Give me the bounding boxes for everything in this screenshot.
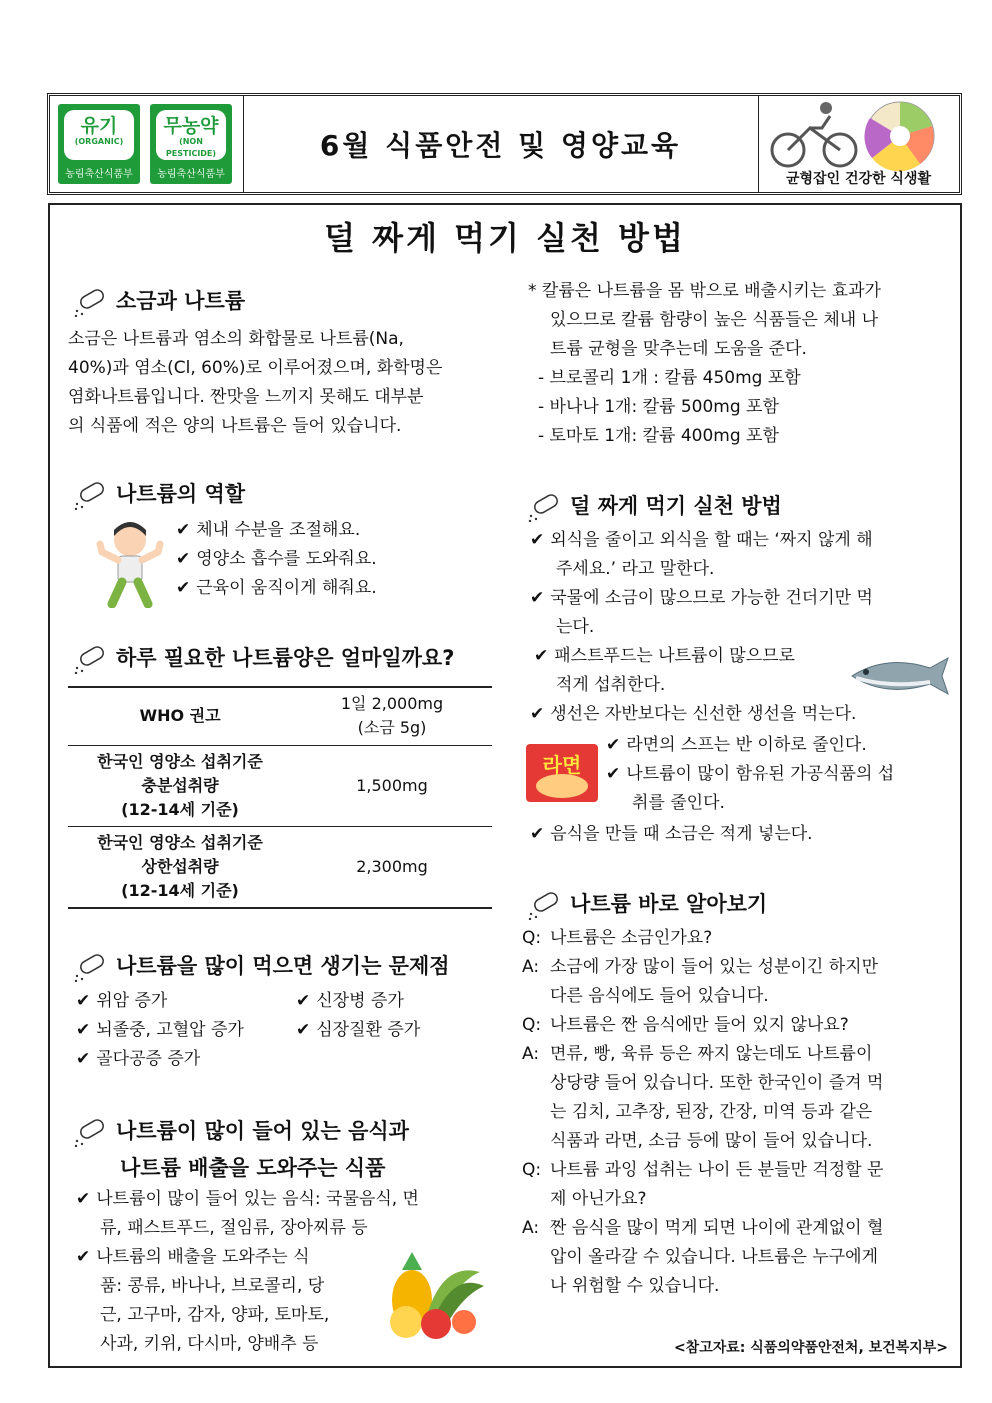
qa-line: 제 아닌가요? — [550, 1189, 647, 1209]
item-line — [530, 526, 950, 555]
qa-tag: A: — [522, 1218, 540, 1238]
item-text: 뇌졸중, 고혈압 증가 — [96, 1020, 244, 1040]
cell-line: 1,500mg — [356, 775, 428, 795]
sodium-excretion-foods-item — [76, 1243, 329, 1359]
check-icon: ✔ — [530, 588, 545, 608]
item-line — [530, 700, 950, 729]
heading-text: 덜 짜게 먹기 실천 방법 — [570, 494, 782, 518]
note-line: * 칼륨은 나트륨을 몸 밖으로 배출시키는 효과가 — [528, 281, 881, 301]
salt-shaker-icon — [72, 952, 108, 982]
item-text: 체내 수분을 조절해요. — [196, 520, 361, 540]
check-icon: ✔ — [76, 1049, 91, 1069]
item-text: 근육이 움직이게 해줘요. — [196, 578, 377, 598]
item-text: 위암 증가 — [96, 991, 168, 1011]
check-icon: ✔ — [296, 1020, 311, 1040]
item-line: 류, 패스트푸드, 절임류, 장아찌류 등 — [100, 1218, 368, 1238]
check-icon: ✔ — [176, 578, 191, 598]
non-pesticide-logo-ministry: 농림축산식품부 — [157, 169, 225, 180]
check-icon: ✔ — [76, 1247, 91, 1267]
potassium-item: - 바나나 1개: 칼륨 500mg 포함 — [538, 397, 779, 417]
section-heading-foods — [72, 1115, 409, 1147]
check-icon: ✔ — [296, 991, 311, 1011]
check-icon: ✔ — [534, 646, 549, 666]
item-text: 골다공증 증가 — [96, 1049, 201, 1069]
salt-shaker-icon — [526, 890, 562, 920]
salt-shaker-icon — [72, 287, 108, 317]
item-text: 신장병 증가 — [316, 991, 404, 1011]
header-title: 6월 식품안전 및 영양교육 — [243, 96, 759, 192]
organic-logo-korean: 유기 — [80, 115, 118, 137]
heading-text: 나트륨 바로 알아보기 — [570, 892, 768, 916]
qa-entry — [522, 1156, 948, 1214]
check-icon: ✔ — [76, 1020, 91, 1040]
check-icon: ✔ — [530, 824, 545, 844]
cell-line: 1일 2,000mg — [340, 694, 444, 714]
healthy-diet-badge — [758, 96, 959, 192]
salt-shaker-icon — [72, 644, 108, 674]
item-text: 심장질환 증가 — [316, 1020, 421, 1040]
table-cell-value — [292, 826, 492, 908]
table-cell-value — [292, 745, 492, 826]
item-text: 외식을 줄이고 외식을 할 때는 ‘짜지 않게 해 — [550, 530, 873, 550]
qa-tag: A: — [522, 1044, 540, 1064]
item-text: 생선은 자반보다는 신선한 생선을 먹는다. — [550, 704, 857, 724]
problem-item — [76, 1045, 200, 1074]
cell-line: (소금 5g) — [357, 718, 427, 738]
cell-line: 상한섭취량 — [141, 856, 219, 876]
daily-sodium-table — [68, 686, 492, 909]
qa-list — [522, 924, 948, 1301]
role-list — [176, 516, 377, 603]
reference-note: <참고자료: 식품의약품안전처, 보건복지부> — [673, 1340, 948, 1356]
salt-sodium-paragraph — [68, 325, 492, 441]
certification-logos — [50, 96, 244, 192]
section-heading-qa — [526, 888, 767, 920]
fruits-illustration — [384, 1252, 486, 1340]
item-line — [76, 1243, 329, 1272]
cell-line: 한국인 영양소 섭취기준 — [97, 751, 263, 771]
cell-line: WHO 권고 — [139, 706, 221, 726]
qa-tag: Q: — [522, 928, 542, 948]
item-text: 음식을 만들 때 소금은 적게 넣는다. — [550, 824, 813, 844]
badge-caption: 균형잡인 건강한 식생활 — [786, 171, 931, 187]
potassium-item: - 브로콜리 1개 : 칼륨 450mg 포함 — [538, 368, 801, 388]
item-line: 는다. — [556, 617, 595, 637]
table-row — [68, 745, 492, 826]
qa-line: 나트륨은 짠 음식에만 들어 있지 않나요? — [550, 1015, 849, 1035]
list-item — [176, 545, 377, 574]
salt-shaker-icon — [72, 480, 108, 510]
qa-line: 압이 올라갈 수 있습니다. 나트륨은 누구에게 — [550, 1247, 879, 1267]
non-pesticide-logo-korean: 무농약 — [163, 115, 219, 137]
qa-line: 다른 음식에도 들어 있습니다. — [550, 986, 769, 1006]
check-icon: ✔ — [76, 991, 91, 1011]
salt-shaker-icon — [72, 1117, 108, 1147]
potassium-note — [528, 277, 948, 451]
heading-text: 나트륨이 많이 들어 있는 음식과 — [116, 1119, 409, 1143]
heading-text: 소금과 나트륨 — [116, 289, 246, 313]
table-cell-value — [292, 687, 492, 745]
qa-entry — [522, 1040, 948, 1156]
item-text: 나트륨이 많이 들어 있는 음식: 국물음식, 면 — [96, 1189, 419, 1209]
non-pesticide-logo — [150, 104, 232, 184]
section-heading-role — [72, 478, 245, 510]
table-cell-label — [68, 745, 292, 826]
paragraph-line: 소금은 나트륨과 염소의 화합물로 나트륨(Na, — [68, 329, 404, 349]
qa-line: 면류, 빵, 육류 등은 짜지 않는데도 나트륨이 — [550, 1044, 873, 1064]
item-line — [76, 1185, 496, 1214]
heading-text: 나트륨을 많이 먹으면 생기는 문제점 — [116, 954, 450, 978]
problem-item — [296, 1016, 420, 1045]
heading-text: 나트륨의 역할 — [116, 482, 246, 506]
item-text: 국물에 소금이 많으므로 가능한 건더기만 먹 — [550, 588, 873, 608]
check-icon: ✔ — [530, 704, 545, 724]
section-heading-problems — [72, 950, 450, 982]
table-row — [68, 826, 492, 908]
item-text: 영양소 흡수를 도와줘요. — [196, 549, 377, 569]
paragraph-line: 40%)과 염소(Cl, 60%)로 이루어졌으며, 화학명은 — [68, 358, 443, 378]
table-cell-label — [68, 826, 292, 908]
heading-text: 하루 필요한 나트륨양은 얼마일까요? — [116, 646, 455, 670]
qa-line: 는 김치, 고추장, 된장, 간장, 미역 등과 같은 — [550, 1102, 873, 1122]
item-line: 주세요.’ 라고 말한다. — [556, 559, 715, 579]
item-line — [530, 820, 813, 849]
list-item — [176, 516, 377, 545]
qa-tag: A: — [522, 957, 540, 977]
practice-item — [530, 820, 813, 849]
strong-boy-illustration — [94, 518, 166, 608]
non-pesticide-logo-english: (NON PESTICIDE) — [165, 137, 217, 158]
qa-line: 소금에 가장 많이 들어 있는 성분이긴 하지만 — [550, 957, 879, 977]
ramen-package-illustration — [524, 742, 600, 804]
check-icon: ✔ — [76, 1189, 91, 1209]
paragraph-line: 염화나트륨입니다. 짠맛을 느끼지 못해도 대부분 — [68, 387, 424, 407]
qa-line: 나트륨은 소금인가요? — [550, 928, 713, 948]
item-line: 취를 줄인다. — [632, 793, 725, 813]
item-line — [606, 760, 894, 789]
problem-item — [76, 1016, 244, 1045]
problem-item — [76, 987, 167, 1016]
check-icon: ✔ — [606, 735, 621, 755]
check-icon: ✔ — [530, 530, 545, 550]
qa-entry — [522, 1011, 948, 1040]
item-line — [606, 731, 894, 760]
practice-item — [530, 526, 950, 729]
item-line: 근, 고구마, 감자, 양파, 토마토, — [100, 1305, 330, 1325]
section-heading-salt-sodium — [72, 285, 245, 317]
list-item — [176, 574, 377, 603]
check-icon: ✔ — [606, 764, 621, 784]
item-line: 사과, 키위, 다시마, 양배추 등 — [100, 1334, 319, 1354]
item-line: 적게 섭취한다. — [556, 675, 666, 695]
qa-line: 짠 음식을 많이 먹게 되면 나이에 관계없이 혈 — [550, 1218, 884, 1238]
item-text: 나트륨의 배출을 도와주는 식 — [96, 1247, 310, 1267]
qa-line: 식품과 라면, 소금 등에 많이 들어 있습니다. — [550, 1131, 873, 1151]
paragraph-line: 의 식품에 적은 양의 나트륨은 들어 있습니다. — [68, 416, 402, 436]
cell-line: 2,300mg — [356, 856, 428, 876]
qa-entry — [522, 1214, 948, 1301]
section-heading-foods-line2: 나트륨 배출을 도와주는 식품 — [120, 1156, 386, 1180]
section-heading-daily — [72, 642, 454, 674]
qa-line: 상당량 들어 있습니다. 또한 한국인이 즐겨 먹 — [550, 1073, 884, 1093]
note-line: 있으므로 칼륨 함량이 높은 식품들은 체내 나 — [550, 310, 879, 330]
qa-line: 나 위험할 수 있습니다. — [550, 1276, 720, 1296]
qa-tag: Q: — [522, 1015, 542, 1035]
practice-ramen-items — [606, 731, 894, 818]
qa-tag: Q: — [522, 1160, 542, 1180]
organic-logo-english: (ORGANIC) — [74, 137, 124, 146]
problem-item — [296, 987, 404, 1016]
item-text: 라면의 스프는 반 이하로 줄인다. — [626, 735, 867, 755]
qa-line: 나트륨 과잉 섭취는 나이 든 분들만 걱정할 문 — [550, 1160, 884, 1180]
table-row — [68, 687, 492, 745]
high-sodium-foods-item — [76, 1185, 496, 1243]
section-heading-practice — [526, 490, 782, 522]
main-title: 덜 짜게 먹기 실천 방법 — [324, 219, 686, 257]
organic-logo-ministry: 농림축산식품부 — [65, 169, 133, 180]
item-line — [530, 584, 950, 613]
check-icon: ✔ — [176, 549, 191, 569]
note-line: 트륨 균형을 맞추는데 도움을 준다. — [550, 339, 807, 359]
cell-line: 한국인 영양소 섭취기준 — [97, 832, 263, 852]
salt-shaker-icon — [526, 492, 562, 522]
organic-logo — [58, 104, 140, 184]
cell-line: 충분섭취량 — [141, 775, 219, 795]
ramen-label: 라면 — [542, 753, 582, 777]
table-cell-label — [68, 687, 292, 745]
check-icon: ✔ — [176, 520, 191, 540]
item-text: 나트륨이 많이 함유된 가공식품의 섭 — [626, 764, 895, 784]
potassium-item: - 토마토 1개: 칼륨 400mg 포함 — [538, 426, 779, 446]
bicycle-plate-icon — [760, 98, 960, 174]
item-text: 패스트푸드는 나트륨이 많으므로 — [554, 646, 795, 666]
item-line: 품: 콩류, 바나나, 브로콜리, 당 — [100, 1276, 325, 1296]
cell-line: (12-14세 기준) — [121, 799, 239, 819]
qa-entry — [522, 924, 948, 953]
header — [47, 93, 962, 195]
fish-illustration — [846, 652, 950, 698]
qa-entry — [522, 953, 948, 1011]
cell-line: (12-14세 기준) — [121, 880, 239, 900]
